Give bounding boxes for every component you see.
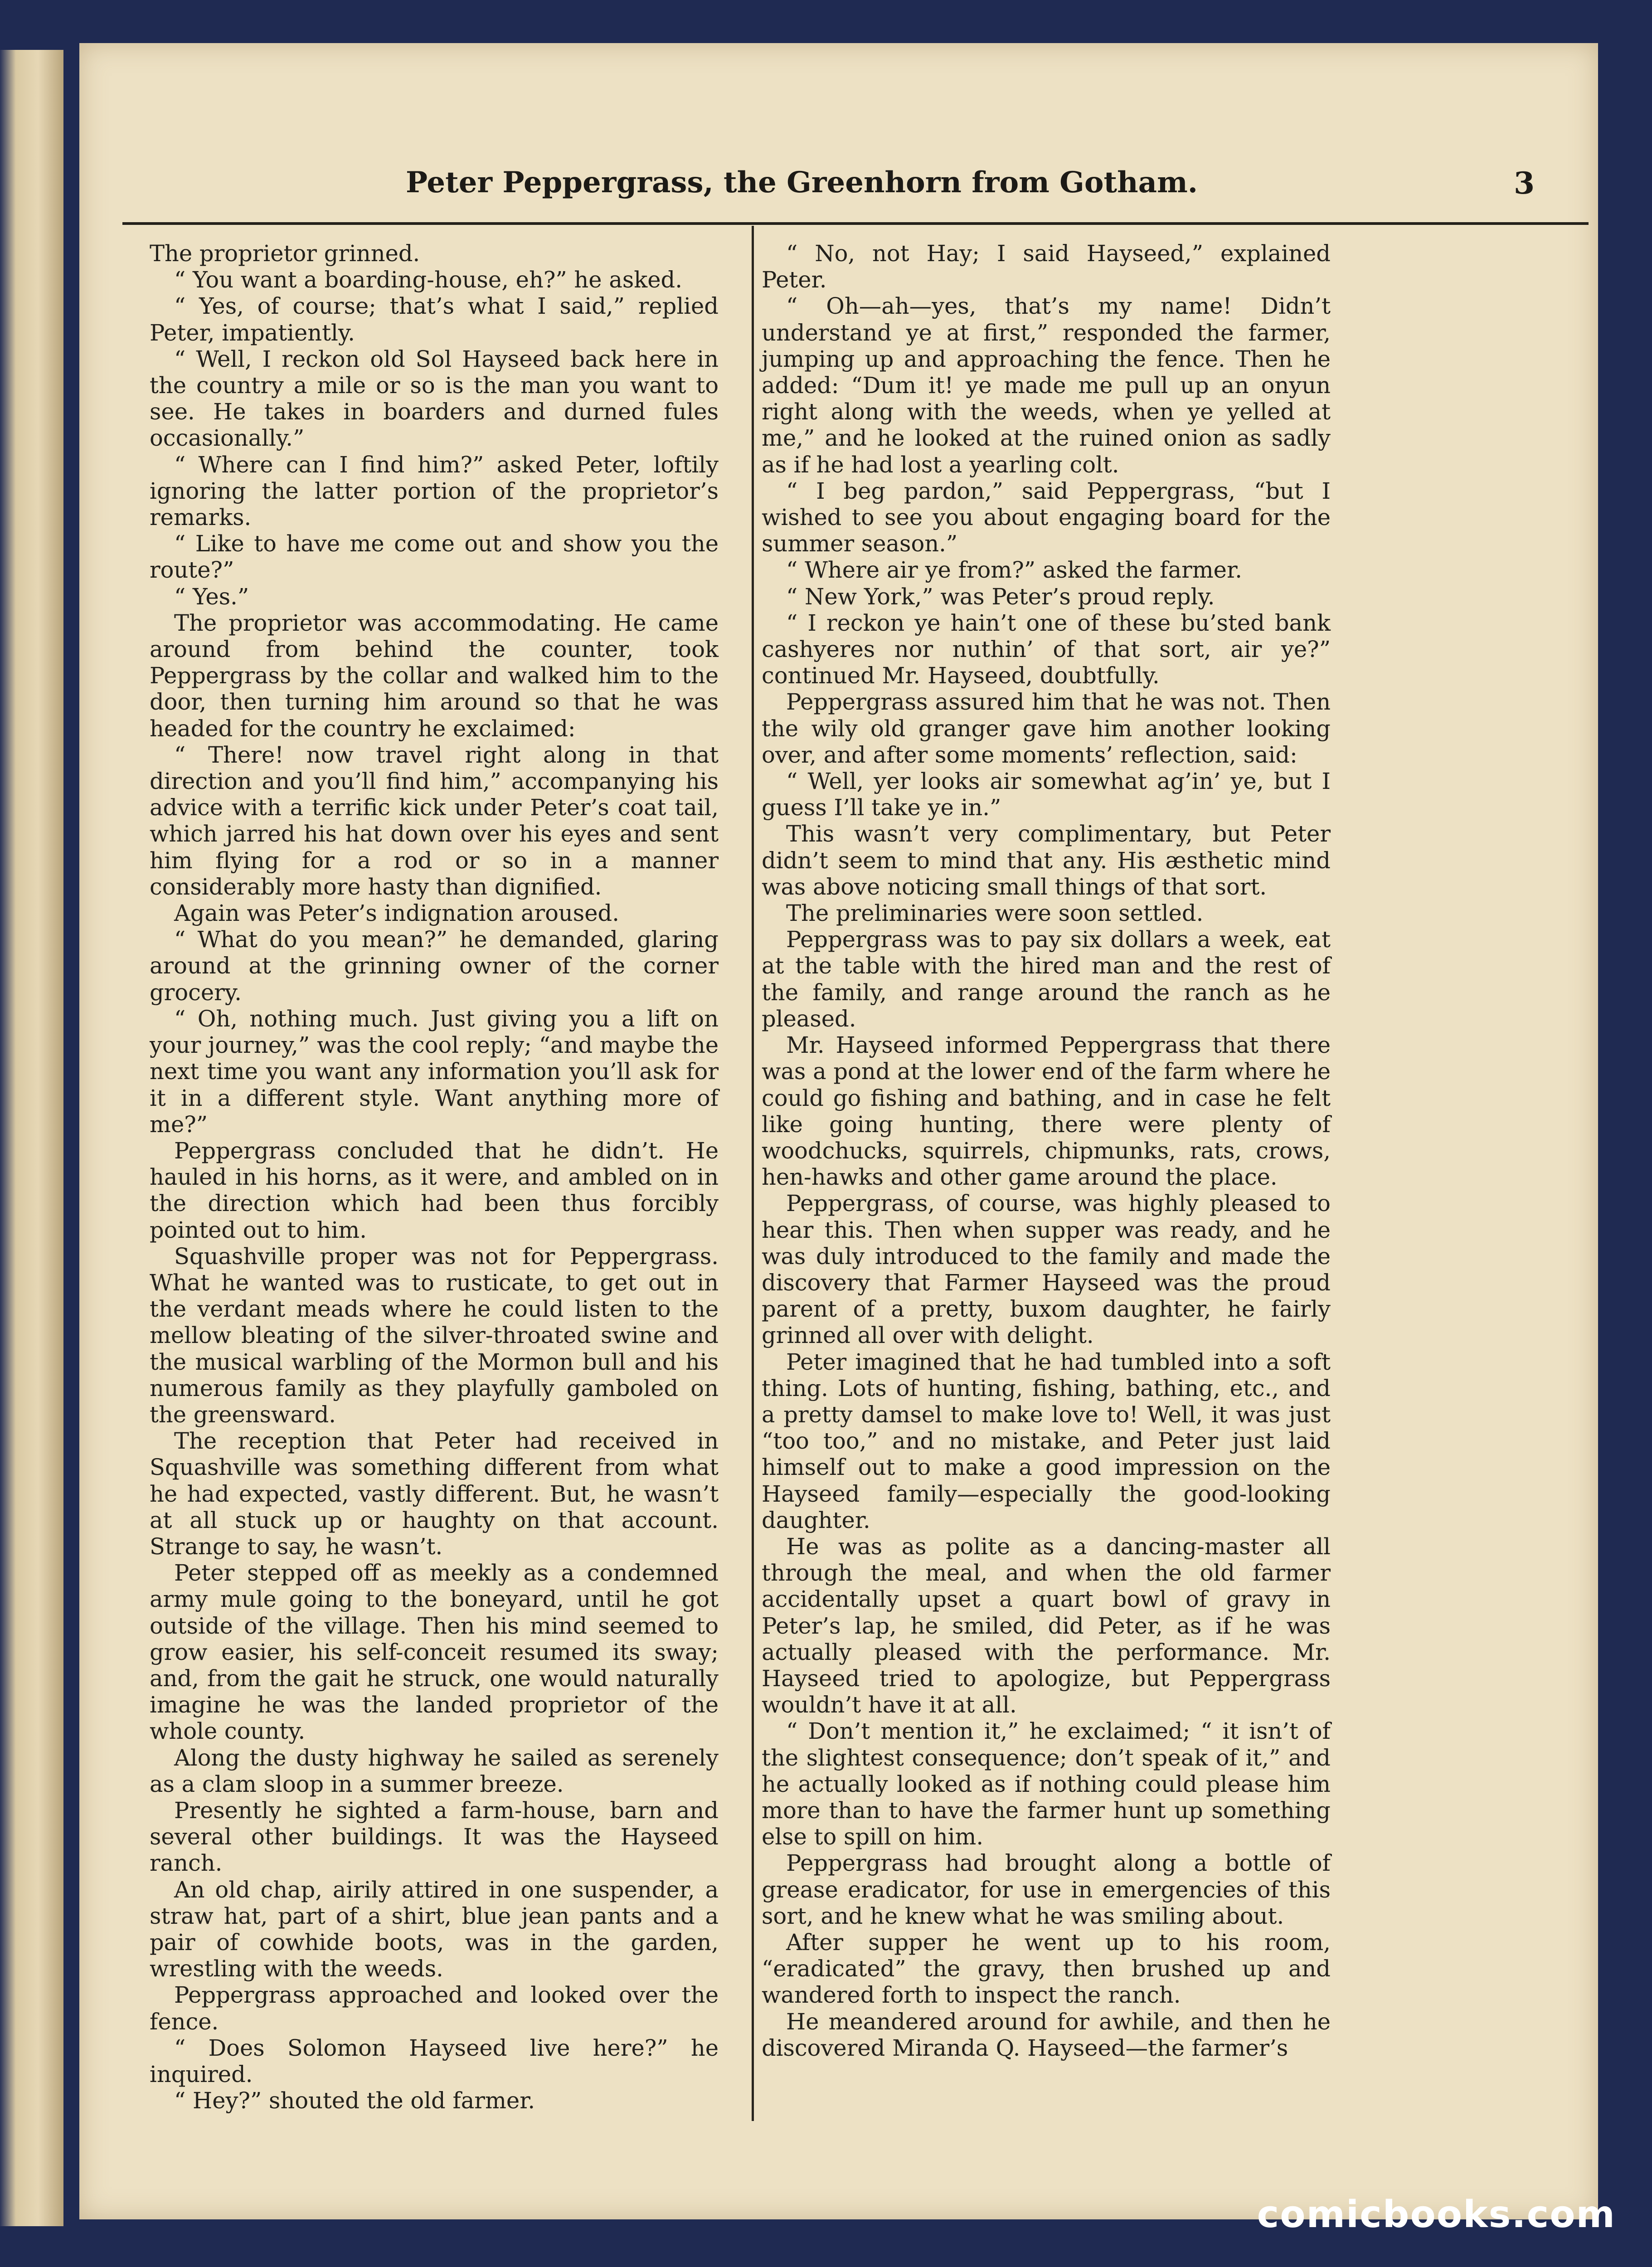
paragraph: “ You want a boarding-house, eh?” he asked. <box>174 267 682 293</box>
paragraph: This wasn’t very complimentary, but Peter didn’t seem to mind that any. His æsthetic mind was above noticing small things of that sort. <box>762 821 1331 900</box>
paragraph: Along the dusty highway he sailed as serenely as a clam sloop in a summer breeze. <box>150 1744 719 1797</box>
paragraph: The proprietor grinned. <box>150 240 420 267</box>
paragraph: “ Like to have me come out and show you the route?” <box>150 530 719 584</box>
paragraph: An old chap, airily attired in one suspender, a straw hat, part of a shirt, blue jean pants and a pair of cowhide boots, was in the garden, wrestling with the weeds. <box>150 1876 719 1982</box>
paragraph: “ Well, yer looks air somewhat ag’in’ ye, but I guess I’ll take ye in.” <box>762 768 1331 821</box>
paragraph: The proprietor was accommodating. He came around from behind the counter, took Peppergrass by the collar and walked him to the door, then turning him around so that he was headed for the country he exclaimed: <box>150 609 719 742</box>
paragraph: “ I beg pardon,” said Peppergrass, “but I wished to see you about engaging board for the summer season.” <box>762 477 1331 557</box>
paragraph: “ I reckon ye hain’t one of these bu’sted bank cashyeres nor nuthin’ of that sort, air ye?” continued Mr. Hayseed, doubtfully. <box>762 609 1331 689</box>
paragraph: Peppergrass, of course, was highly pleased to hear this. Then when supper was ready, and he was duly introduced to the family and made the discovery that Farmer Hayseed was the proud parent of a pretty, buxom daughter, he fairly grinned all over with delight. <box>762 1190 1331 1349</box>
paragraph: After supper he went up to his room, “eradicated” the gravy, then brushed up and wandered forth to inspect the ranch. <box>762 1929 1331 2009</box>
paragraph: Again was Peter’s indignation aroused. <box>174 900 619 927</box>
paragraph: He meandered around for awhile, and then he discovered Miranda Q. Hayseed—the farmer’s <box>762 2008 1331 2061</box>
paragraph: Mr. Hayseed informed Peppergrass that there was a pond at the lower end of the farm where he could go fishing and bathing, and in case he felt like going hunting, there were plenty of woodchucks, squirrels, chipmunks, rats, crows, hen-hawks and other game around the place. <box>762 1032 1331 1191</box>
paragraph: Peppergrass assured him that he was not. Then the wily old granger gave him another looking over, and after some moments’ reflection, said: <box>762 689 1331 768</box>
running-title: Peter Peppergrass, the Greenhorn from Gotham. <box>406 165 1198 199</box>
paragraph: “ No, not Hay; I said Hayseed,” explained Peter. <box>762 240 1331 293</box>
paragraph: The preliminaries were soon settled. <box>786 900 1204 927</box>
previous-page-edge <box>0 50 63 2226</box>
running-header <box>79 165 1598 220</box>
paragraph: “ Well, I reckon old Sol Hayseed back here in the country a mile or so is the man you want to see. He takes in boarders and durned fules occasionally.” <box>150 345 719 452</box>
site-watermark: comicbooks.com <box>1257 2193 1616 2236</box>
paragraph: “ What do you mean?” he demanded, glaring around at the grinning owner of the corner grocery. <box>150 926 719 1006</box>
left-column <box>150 240 719 2114</box>
paragraph: “ New York,” was Peter’s proud reply. <box>786 583 1215 610</box>
paragraph: Peter stepped off as meekly as a condemned army mule going to the boneyard, until he got outside of the village. Then his mind seemed to grow easier, his self-conceit resumed its sway; and, from the gait he struck, one would naturally imagine he was the landed proprietor of the whole county. <box>150 1560 719 1745</box>
paragraph: He was as polite as a dancing-master all through the meal, and when the old farmer accidentally upset a quart bowl of gravy in Peter’s lap, he smiled, did Peter, as if he was actually pleased with the performance. Mr. Hayseed tried to apologize, but Peppergrass wouldn’t have it at all. <box>762 1533 1331 1718</box>
header-rule <box>122 222 1589 225</box>
page-number: 3 <box>1514 165 1535 201</box>
column-divider <box>752 226 754 2121</box>
paragraph: Peppergrass concluded that he didn’t. He hauled in his horns, as it were, and ambled on in the direction which had been thus forcibly pointed out to him. <box>150 1137 719 1243</box>
paragraph: Peppergrass was to pay six dollars a week, eat at the table with the hired man and the rest of the family, and range around the ranch as he pleased. <box>762 926 1331 1032</box>
paragraph: “ Where can I find him?” asked Peter, loftily ignoring the latter portion of the proprietor’s remarks. <box>150 451 719 531</box>
paragraph: “ Does Solomon Hayseed live here?” he inquired. <box>150 2034 719 2088</box>
paragraph: “ Don’t mention it,” he exclaimed; “ it isn’t of the slightest consequence; don’t speak of it,” and he actually looked as if nothing could please him more than to have the farmer hunt up something else to spill on him. <box>762 1718 1331 1850</box>
paragraph: “ There! now travel right along in that direction and you’ll find him,” accompanying his advice with a terrific kick under Peter’s coat tail, which jarred his hat down over his eyes and sent him flying for a rod or so in a manner considerably more hasty than dignified. <box>150 741 719 900</box>
paragraph: The reception that Peter had received in Squashville was something different from what he had expected, vastly different. But, he wasn’t at all stuck up or haughty on that account. Strange to say, he wasn’t. <box>150 1428 719 1560</box>
paragraph: “ Hey?” shouted the old farmer. <box>174 2087 535 2114</box>
right-column <box>762 240 1331 2061</box>
paragraph: Peter imagined that he had tumbled into a soft thing. Lots of hunting, fishing, bathing, etc., and a pretty damsel to make love to! Well, it was just “too too,” and no mistake, and Peter just laid himself out to make a good impression on the Hayseed family—especially the good-looking daughter. <box>762 1348 1331 1533</box>
paragraph: Squashville proper was not for Peppergrass. What he wanted was to rusticate, to get out in the verdant meads where he could listen to the mellow bleating of the silver-throated swine and the musical warbling of the Mormon bull and his numerous family as they playfully gamboled on the greensward. <box>150 1243 719 1428</box>
paragraph: “ Where air ye from?” asked the farmer. <box>786 557 1242 584</box>
paragraph: Peppergrass had brought along a bottle of grease eradicator, for use in emergencies of this sort, and he knew what he was smiling about. <box>762 1850 1331 1929</box>
paragraph: “ Oh, nothing much. Just giving you a lift on your journey,” was the cool reply; “and maybe the next time you want any information you’ll ask for it in a different style. Want anything more of me?” <box>150 1005 719 1138</box>
paragraph: Peppergrass approached and looked over the fence. <box>150 1982 719 2035</box>
paragraph: “ Yes, of course; that’s what I said,” replied Peter, impatiently. <box>150 293 719 346</box>
paragraph: Presently he sighted a farm-house, barn and several other buildings. It was the Hayseed ranch. <box>150 1797 719 1877</box>
paragraph: “ Yes.” <box>174 583 249 610</box>
paragraph: “ Oh—ah—yes, that’s my name! Didn’t understand ye at first,” responded the farmer, jumping up and approaching the fence. Then he added: “Dum it! ye made me pull up an onyun right along with the weeds, when ye yelled at me,” and he looked at the ruined onion as sadly as if he had lost a yearling colt. <box>762 293 1331 478</box>
